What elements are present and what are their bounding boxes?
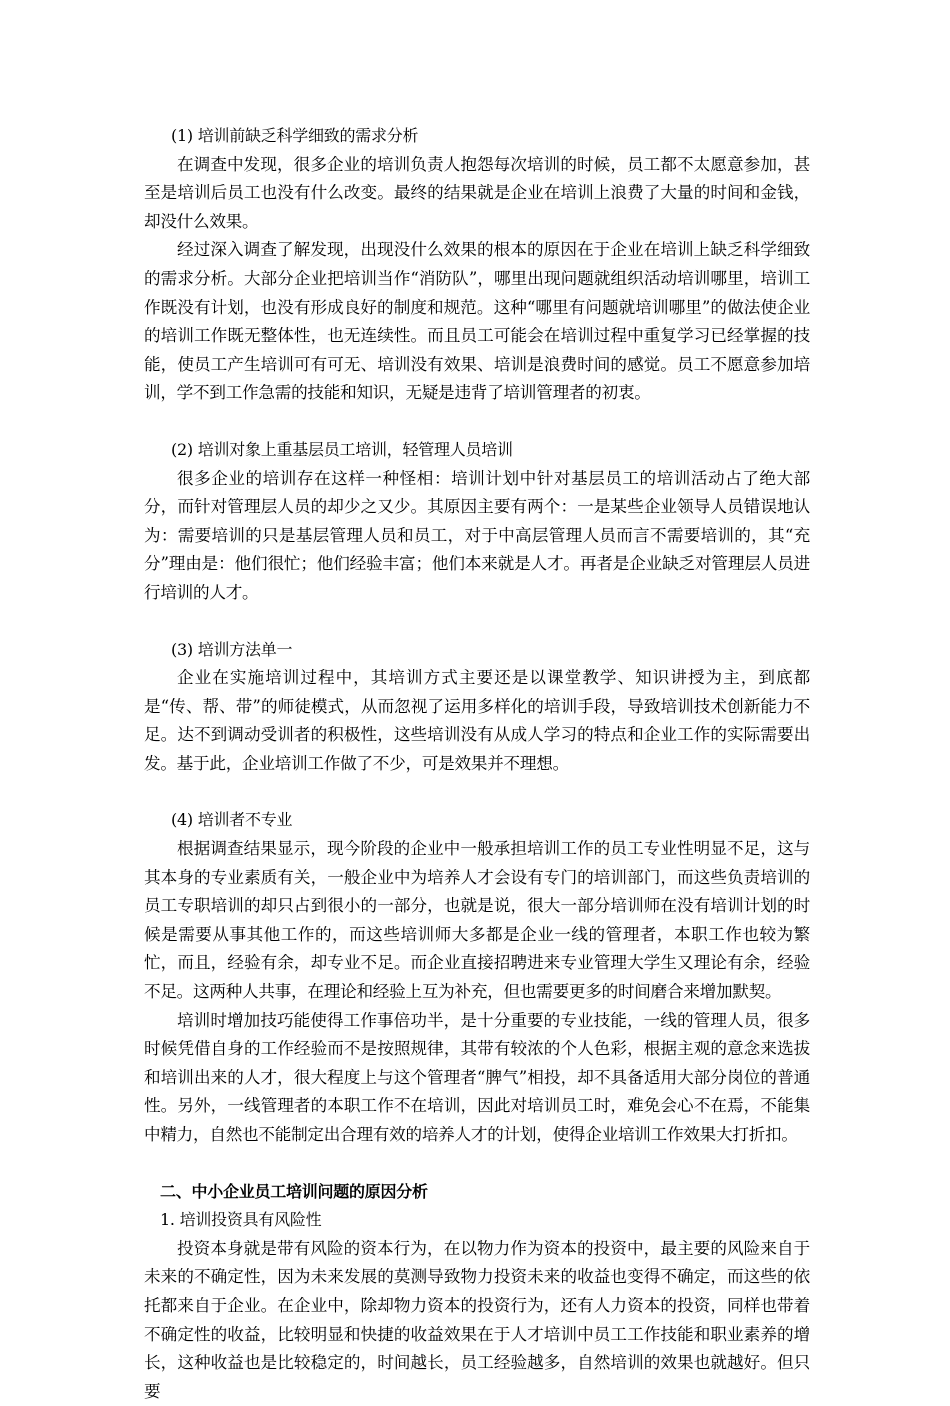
section-heading-4: (4) 培训者不专业: [171, 810, 293, 830]
paragraph: 企业在实施培训过程中，其培训方式主要还是以课堂教学、知识讲授为主，到底都是“传、帮、带”的师徒模式，从而忽视了运用多样化的培训手段，导致培训技术创新能力不足。达不到调动受训者的积极性，这些培训没有从成人学习的特点和企业工作的实际需要出发。基于此，企业培训工作做了不少，可是效果并不理想。: [144, 668, 810, 773]
chapter-heading: 二、中小企业员工培训问题的原因分析: [160, 1181, 428, 1201]
paragraph: 很多企业的培训存在这样一种怪相：培训计划中针对基层员工的培训活动占了绝大部分，而针对管理层人员的却少之又少。其原因主要有两个：一是某些企业领导人员错误地认为：需要培训的只是基层管理人员和员工，对于中高层管理人员而言不需要培训的，其“充分”理由是：他们很忙；他们经验丰富；他们本来就是人才。再者是企业缺乏对管理层人员进行培训的人才。: [144, 468, 810, 602]
paragraph: 经过深入调查了解发现，出现没什么效果的根本的原因在于企业在培训上缺乏科学细致的需求分析。大部分企业把培训当作“消防队”，哪里出现问题就组织活动培训哪里，培训工作既没有计划，也没有形成良好的制度和规范。这种“哪里有问题就培训哪里”的做法使企业的培训工作既无整体性，也无连续性。而且员工可能会在培训过程中重复学习已经掌握的技能，使员工产生培训可有可无、培训没有效果、培训是浪费时间的感觉。员工不愿意参加培训，学不到工作急需的技能和知识，无疑是违背了培训管理者的初衷。: [144, 240, 810, 403]
section-heading-2: (2) 培训对象上重基层员工培训，轻管理人员培训: [171, 439, 513, 459]
paragraph: 培训时增加技巧能使得工作事倍功半，是十分重要的专业技能，一线的管理人员，很多时候凭借自身的工作经验而不是按照规律，其带有较浓的个人色彩，根据主观的意念来选拔和培训出来的人才，很大程度上与这个管理者“脾气”相投，却不具备适用大部分岗位的普通性。另外，一线管理者的本职工作不在培训，因此对培训员工时，难免会心不在焉，不能集中精力，自然也不能制定出合理有效的培养人才的计划，使得企业培训工作效果大打折扣。: [144, 1010, 810, 1144]
chapter-subheading: 1. 培训投资具有风险性: [160, 1210, 322, 1230]
section-heading-1: (1) 培训前缺乏科学细致的需求分析: [171, 126, 419, 145]
paragraph: 在调查中发现，很多企业的培训负责人抱怨每次培训的时候，员工都不太愿意参加，甚至是培训后员工也没有什么改变。最终的结果就是企业在培训上浪费了大量的时间和金钱，却没什么效果。: [144, 154, 810, 231]
section-heading-3: (3) 培训方法单一: [171, 639, 293, 659]
paragraph: 投资本身就是带有风险的资本行为，在以物力作为资本的投资中，最主要的风险来自于未来的不确定性，因为未来发展的莫测导致物力投资未来的收益也变得不确定，而这些的依托都来自于企业。在企业中，除却物力资本的投资行为，还有人力资本的投资，同样也带着不确定性的收益，比较明显和快捷的收益效果在于人才培训中员工工作技能和职业素养的增长，这种收益也是比较稳定的，时间越长，员工经验越多，自然培训的效果也就越好。但只要: [144, 1238, 810, 1401]
paragraph: 根据调查结果显示，现今阶段的企业中一般承担培训工作的员工专业性明显不足，这与其本身的专业素质有关，一般企业中为培养人才会设有专门的培训部门，而这些负责培训的员工专职培训的却只占到很小的一部分，也就是说，很大一部分培训师在没有培训计划的时候是需要从事其他工作的，而这些培训师大多都是企业一线的管理者，本职工作也较为繁忙，而且，经验有余，却专业不足。而企业直接招聘进来专业管理大学生又理论有余，经验不足。这两种人共事，在理论和经验上互为补充，但也需要更多的时间磨合来增加默契。: [144, 839, 810, 1002]
document-body: [144, 122, 810, 1406]
